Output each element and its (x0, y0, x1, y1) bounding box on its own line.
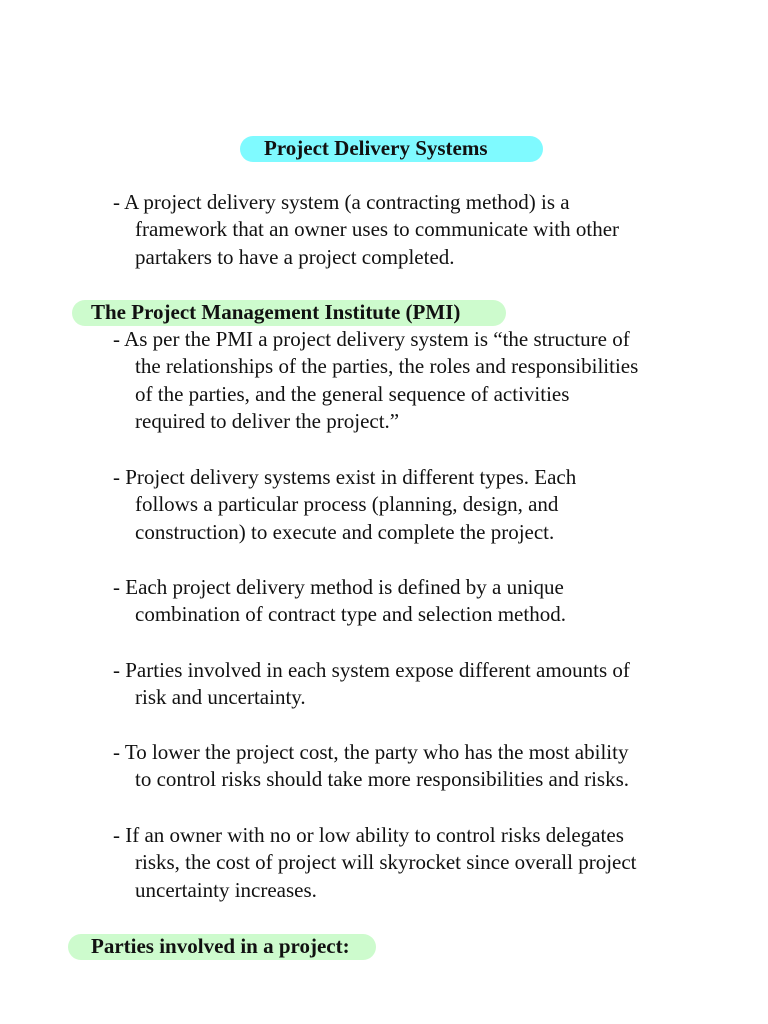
paragraph-line: construction) to execute and complete the project. (135, 519, 555, 544)
intro-paragraph (113, 189, 619, 271)
paragraph-line: to control risks should take more responsibilities and risks. (135, 767, 630, 792)
paragraph-line: risks, the cost of project will skyrocket since overall project (135, 850, 637, 875)
paragraph-line: the relationships of the parties, the roles and responsibilities (135, 354, 639, 379)
page-title: Project Delivery Systems (264, 136, 488, 160)
pmi-bullet (113, 326, 638, 435)
paragraph-line: uncertainty increases. (135, 877, 317, 902)
paragraph-line: framework that an owner uses to communicate with other (135, 217, 620, 242)
paragraph-line: required to deliver the project.” (135, 408, 400, 433)
paragraph-line: - A project delivery system (a contracting method) is a (113, 190, 570, 214)
parties-heading: Parties involved in a project: (91, 934, 350, 958)
paragraph-line: - To lower the project cost, the party who has the most ability (113, 740, 629, 764)
paragraph-line: - As per the PMI a project delivery system is “the structure of (113, 327, 630, 351)
paragraph-line: of the parties, and the general sequence of activities (135, 381, 570, 406)
pmi-bullet (113, 574, 566, 629)
pmi-bullet (113, 822, 637, 904)
paragraph-line: combination of contract type and selection method. (135, 602, 566, 627)
paragraph-line: - Parties involved in each system expose different amounts of (113, 658, 630, 682)
pmi-bullet (113, 739, 629, 794)
pmi-bullet (113, 657, 630, 712)
paragraph-line: - Each project delivery method is defined by a unique (113, 575, 564, 599)
pmi-heading: The Project Management Institute (PMI) (91, 300, 461, 324)
paragraph-line: partakers to have a project completed. (135, 244, 455, 269)
paragraph-line: - Project delivery systems exist in different types. Each (113, 465, 577, 489)
paragraph-line: risk and uncertainty. (135, 685, 306, 710)
pmi-bullet (113, 464, 576, 546)
paragraph-line: - If an owner with no or low ability to control risks delegates (113, 823, 624, 847)
paragraph-line: follows a particular process (planning, design, and (135, 492, 559, 517)
